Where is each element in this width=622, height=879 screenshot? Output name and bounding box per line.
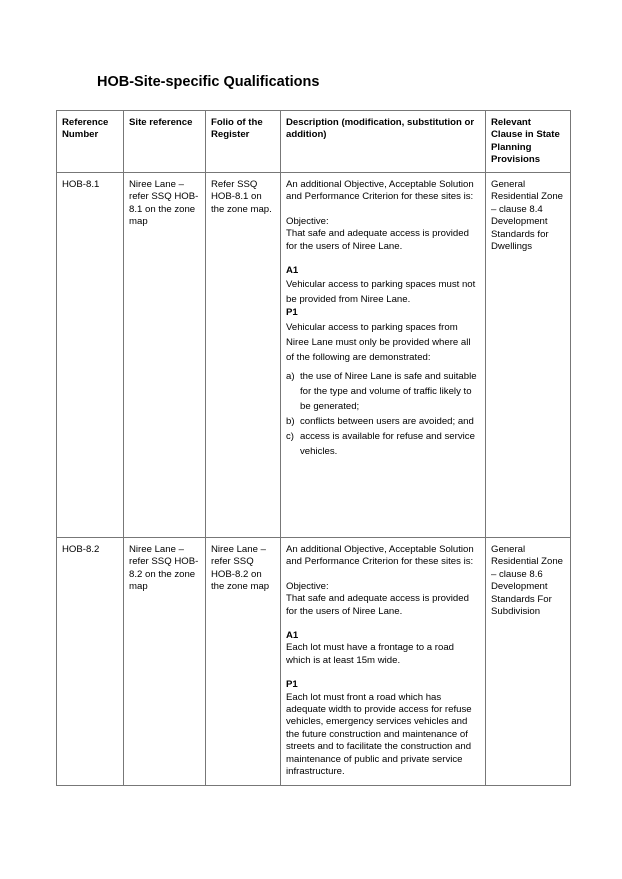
a1-text: Each lot must have a frontage to a road which is at least 15m wide. [286, 642, 454, 666]
cell-description [281, 538, 486, 786]
cell-folio: Niree Lane – refer SSQ HOB-8.2 on the zone map [206, 538, 281, 786]
a1-label: A1 [286, 265, 299, 277]
cell-site: Niree Lane – refer SSQ HOB-8.1 on the zone map [124, 173, 206, 538]
p1-label: P1 [286, 307, 298, 319]
a1-label: A1 [286, 630, 299, 642]
table-header-row [57, 111, 571, 173]
criteria-list [286, 369, 480, 459]
objective-text: That safe and adequate access is provided for the users of Niree Lane. [286, 228, 469, 252]
p1-text: Each lot must front a road which has adequate width to provide access for refuse vehicles, emergency services vehicles and the future construction and maintenance of streets and to facilitate the construction and maintenance of public and private service infrastructure. [286, 691, 472, 778]
cell-site: Niree Lane – refer SSQ HOB-8.2 on the zone map [124, 538, 206, 786]
header-reference-number: Reference Number [57, 111, 124, 173]
page-title: HOB-Site-specific Qualifications [97, 74, 320, 90]
description-intro: An additional Objective, Acceptable Solution and Performance Criterion for these sites is: [286, 544, 474, 568]
cell-clause: General Residential Zone – clause 8.6 Development Standards For Subdivision [486, 538, 571, 786]
cell-reference: HOB-8.2 [57, 538, 124, 786]
objective-text: That safe and adequate access is provided for the users of Niree Lane. [286, 593, 469, 617]
cell-description [281, 173, 486, 538]
header-description: Description (modification, substitution or addition) [281, 111, 486, 173]
table-row [57, 173, 571, 538]
objective-label: Objective: [286, 215, 329, 227]
list-item: c) access is available for refuse and service vehicles. [286, 430, 475, 457]
cell-folio: Refer SSQ HOB-8.1 on the zone map. [206, 173, 281, 538]
description-intro: An additional Objective, Acceptable Solution and Performance Criterion for these sites is: [286, 179, 474, 203]
header-folio: Folio of the Register [206, 111, 281, 173]
p1-label: P1 [286, 679, 298, 691]
qualifications-table [56, 110, 571, 786]
header-relevant-clause: Relevant Clause in State Planning Provisions [486, 111, 571, 173]
a1-text: Vehicular access to parking spaces must not be provided from Niree Lane. [286, 279, 476, 306]
cell-reference: HOB-8.1 [57, 173, 124, 538]
objective-label: Objective: [286, 580, 329, 592]
table-row [57, 538, 571, 786]
list-item: b) conflicts between users are avoided; and [286, 415, 474, 427]
cell-clause: General Residential Zone – clause 8.4 Development Standards for Dwellings [486, 173, 571, 538]
header-site-reference: Site reference [124, 111, 206, 173]
list-item: a) the use of Niree Lane is safe and suitable for the type and volume of traffic likely to be generated; [286, 370, 477, 412]
p1-text: Vehicular access to parking spaces from Niree Lane must only be provided where all of the following are demonstrated: [286, 321, 471, 363]
